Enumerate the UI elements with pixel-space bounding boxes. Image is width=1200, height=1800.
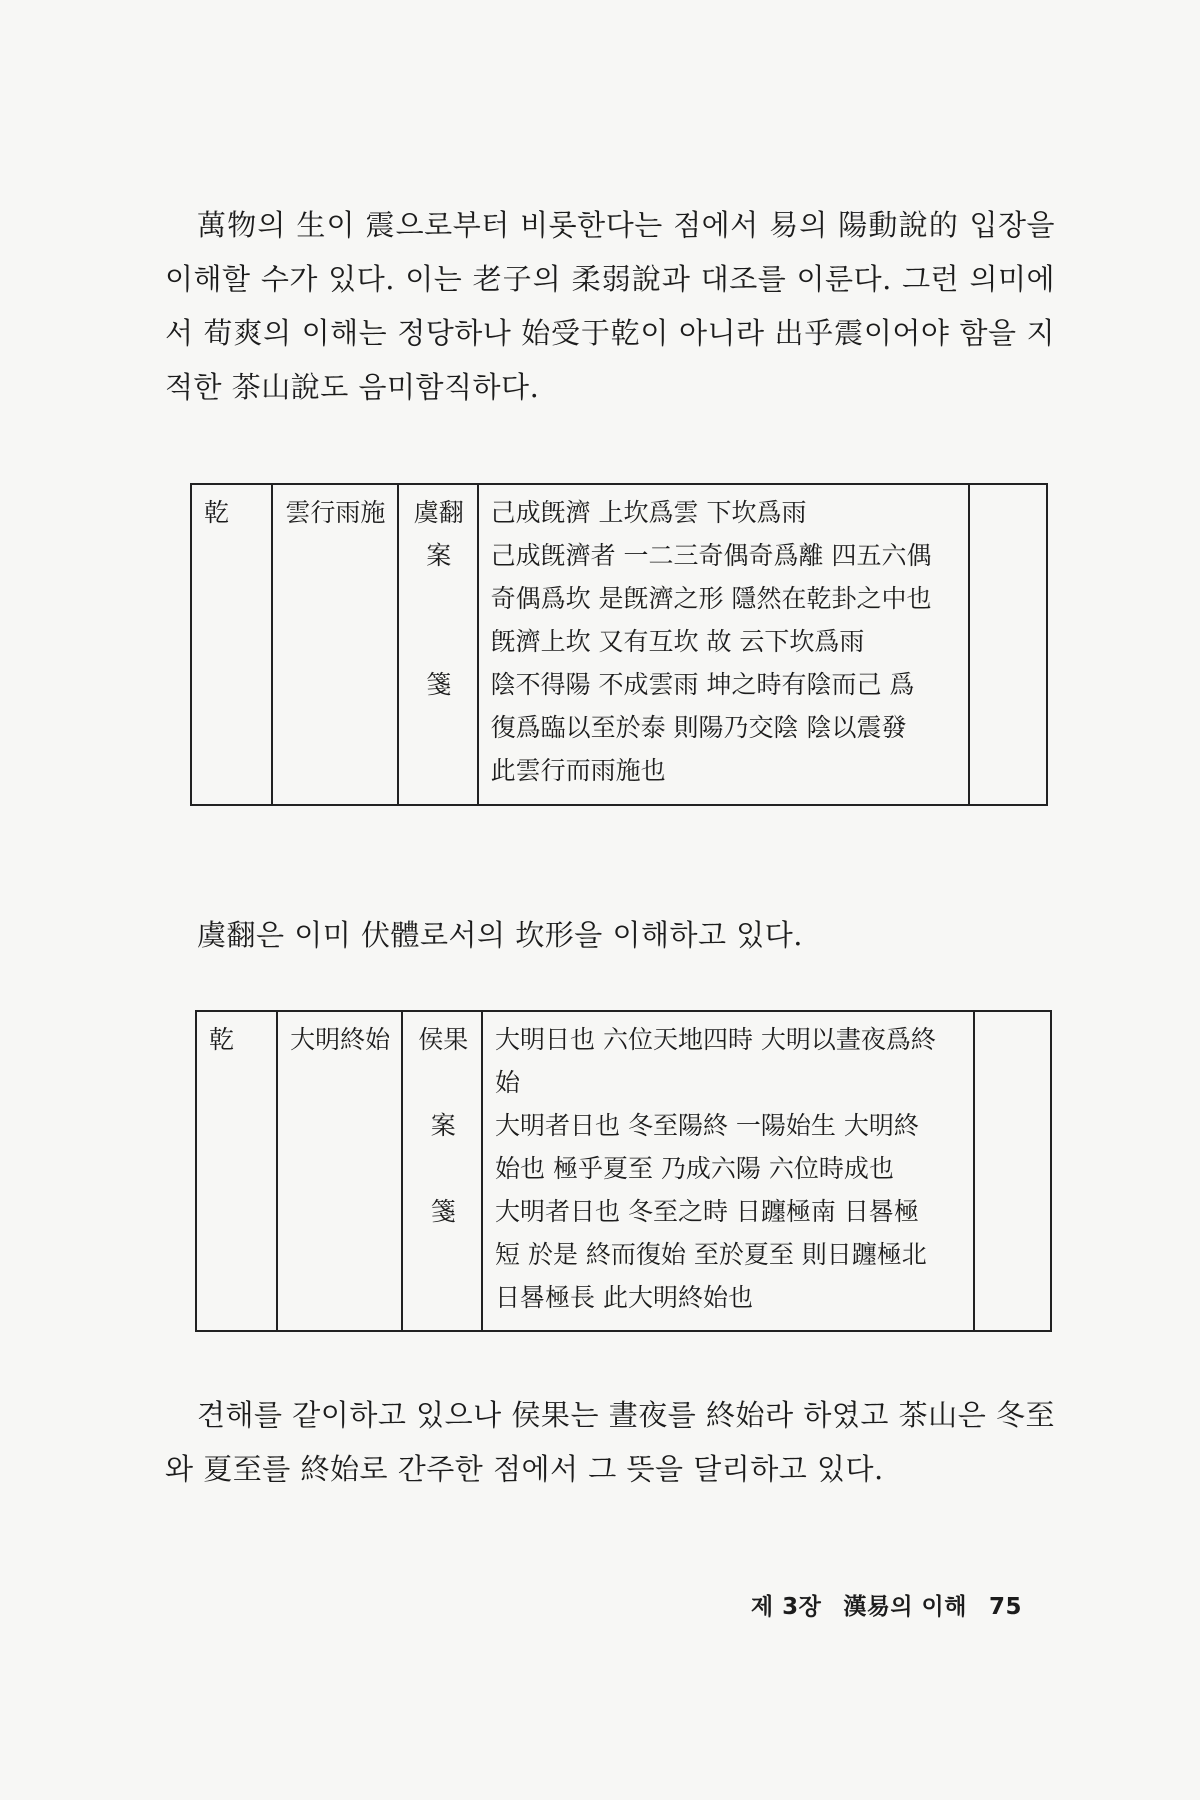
commentator-name: 案 [430, 1111, 456, 1140]
empty-cell [969, 484, 1047, 805]
chapter-label: 제 3장 [750, 1594, 822, 1620]
table-row [196, 1011, 1051, 1331]
phrase-cell: 雲行雨施 [272, 484, 398, 805]
commentary-table-1 [190, 483, 1048, 806]
commentary-line: 短 於是 終而復始 至於夏至 則日躔極北 [495, 1240, 927, 1269]
table-row [191, 484, 1047, 805]
commentator-name: 虞翻 [413, 498, 464, 527]
commentary-table-2 [195, 1010, 1052, 1332]
commentator-name: 侯果 [418, 1025, 469, 1054]
running-footer [751, 1588, 1022, 1621]
commentary-line: 始 [495, 1068, 521, 1097]
commentary-line: 己成旣濟 上坎爲雲 下坎爲雨 [490, 498, 807, 527]
commentary-line: 復爲臨以至於泰 則陽乃交陰 陰以震發 [490, 713, 907, 742]
chapter-title: 漢易의 이해 [843, 1594, 967, 1620]
commentator-cell [402, 1011, 482, 1331]
commentary-line: 始也 極乎夏至 乃成六陽 六位時成也 [495, 1154, 894, 1183]
empty-cell [974, 1011, 1051, 1331]
page-number: 75 [988, 1594, 1022, 1620]
commentary-text-cell [482, 1011, 974, 1331]
commentary-line: 陰不得陽 不成雲雨 坤之時有陰而己 爲 [490, 670, 915, 699]
commentary-line: 旣濟上坎 又有互坎 故 云下坎爲雨 [490, 627, 865, 656]
commentary-line: 大明日也 六位天地四時 大明以晝夜爲終 [495, 1025, 936, 1054]
commentator-cell [398, 484, 478, 805]
hexagram-cell: 乾 [191, 484, 272, 805]
commentary-line: 此雲行而雨施也 [490, 756, 666, 785]
commentator-name: 箋 [426, 670, 452, 699]
commentary-line: 日晷極長 此大明終始也 [495, 1283, 753, 1312]
commentary-line: 己成旣濟者 一二三奇偶奇爲離 四五六偶 [490, 541, 932, 570]
commentary-line: 大明者日也 冬至之時 日躔極南 日晷極 [495, 1197, 919, 1226]
commentary-text-cell [478, 484, 970, 805]
commentary-line: 奇偶爲坎 是旣濟之形 隱然在乾卦之中也 [490, 584, 932, 613]
body-paragraph-3: 견해를 같이하고 있으나 侯果는 晝夜를 終始라 하였고 茶山은 冬至와 夏至를 終始로 간주한 점에서 그 뜻을 달리하고 있다. [165, 1398, 1055, 1486]
hexagram-cell: 乾 [196, 1011, 277, 1331]
body-paragraph-2: 虞翻은 이미 伏體로서의 坎形을 이해하고 있다. [197, 918, 803, 952]
commentator-name: 箋 [430, 1197, 456, 1226]
commentary-line: 大明者日也 冬至陽終 一陽始生 大明終 [495, 1111, 919, 1140]
phrase-cell: 大明終始 [277, 1011, 402, 1331]
body-paragraph-1: 萬物의 生이 震으로부터 비롯한다는 점에서 易의 陽動說的 입장을 이해할 수가 있다. 이는 老子의 柔弱說과 대조를 이룬다. 그런 의미에서 荀爽의 이해는 정당하나 始受于乾이 아니라 出乎震이어야 함을 지적한 茶山說도 음미함직하다. [165, 208, 1055, 404]
commentator-name: 案 [426, 541, 452, 570]
